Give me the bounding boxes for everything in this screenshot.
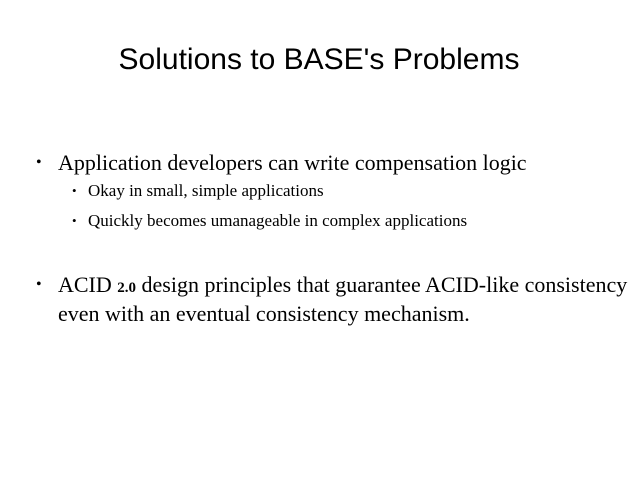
bullet-text-before: ACID [58,272,118,297]
bullet-dot-icon: • [36,154,42,171]
bullet-dot-icon: • [36,276,42,293]
sub-bullet-text: Quickly becomes umanageable in complex applications [88,211,468,230]
bullet-text: Application developers can write compensation logic [58,150,527,175]
bullet-text-after: design principles that guarantee ACID-like consistency even with an eventual consistency mechanism. [58,272,628,326]
sub-bullet-text: Okay in small, simple applications [88,181,324,200]
bullet-dot-icon: • [72,213,77,228]
bullet-dot-icon: • [72,183,77,198]
sub-bullet-item [72,180,618,202]
sub-bullet-item [72,210,618,232]
bullet-text-emphasis: 2.0 [117,280,137,296]
slide-title: Solutions to BASE's Problems [118,43,520,76]
bullet-item [36,150,638,175]
bullet-item [36,272,638,326]
